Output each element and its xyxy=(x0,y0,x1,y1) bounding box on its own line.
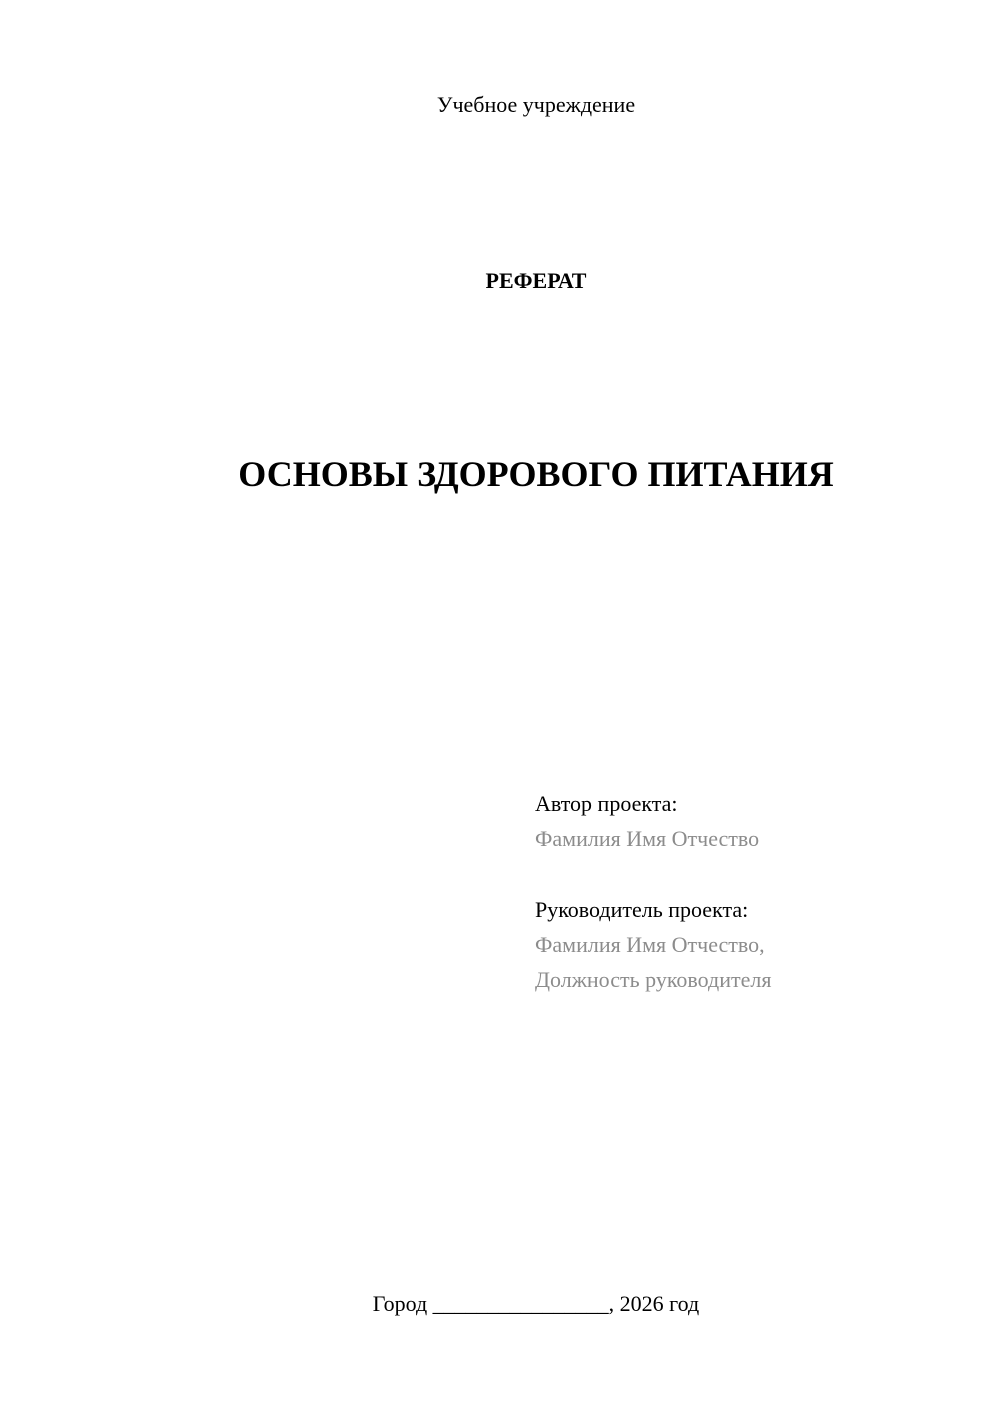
supervisor-name: Фамилия Имя Отчество, xyxy=(535,932,765,957)
supervisor-block xyxy=(535,892,771,997)
city-label: Город xyxy=(372,1291,428,1316)
city-year-line xyxy=(0,1290,1000,1318)
topic-title: ОСНОВЫ ЗДОРОВОГО ПИТАНИЯ xyxy=(238,454,834,494)
supervisor-position: Должность руководителя xyxy=(535,967,772,992)
author-name: Фамилия Имя Отчество xyxy=(535,826,760,851)
supervisor-label: Руководитель проекта: xyxy=(535,897,749,922)
document-type: РЕФЕРАТ xyxy=(485,268,587,293)
institution-name: Учебное учреждение xyxy=(436,92,636,117)
author-label: Автор проекта: xyxy=(535,791,678,816)
year-text: , 2026 год xyxy=(608,1291,700,1316)
author-block xyxy=(535,786,759,856)
city-blank: ________________ xyxy=(432,1291,609,1316)
